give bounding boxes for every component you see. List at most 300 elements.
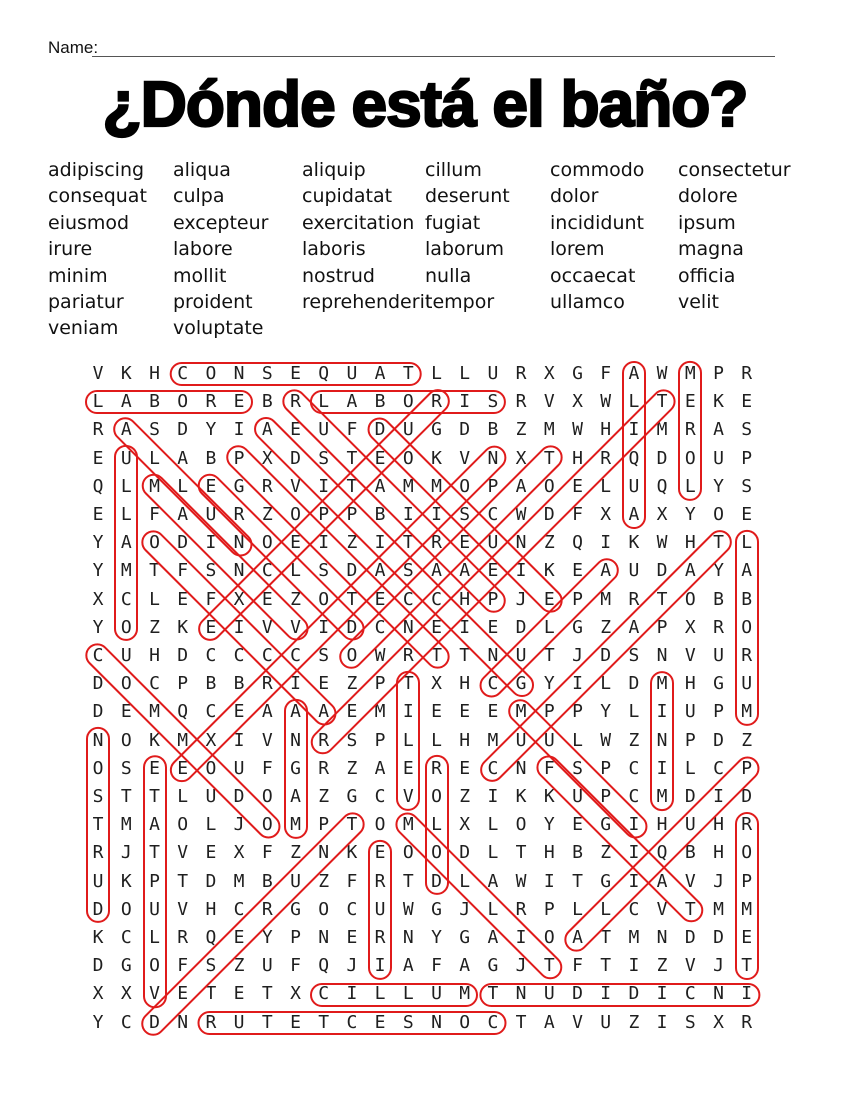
grid-letter: V bbox=[92, 363, 104, 384]
grid-letter: T bbox=[92, 814, 104, 836]
grid-letter: D bbox=[92, 955, 104, 977]
grid-letter: Y bbox=[713, 475, 724, 497]
grid-letter: U bbox=[684, 814, 696, 836]
grid-letter: O bbox=[318, 898, 330, 920]
grid-letter: T bbox=[205, 983, 217, 1005]
grid-letter: W bbox=[600, 729, 612, 751]
grid-letter: Y bbox=[205, 419, 217, 441]
grid-letter: K bbox=[177, 616, 189, 638]
grid-letter: W bbox=[572, 419, 583, 441]
grid-letter: A bbox=[374, 560, 386, 582]
grid-letter: X bbox=[600, 504, 612, 525]
grid-letter: S bbox=[205, 560, 217, 582]
grid-letter: C bbox=[120, 588, 132, 610]
grid-letter: N bbox=[233, 560, 245, 582]
grid-letter: P bbox=[684, 729, 696, 751]
word-bank-column bbox=[48, 157, 147, 342]
grid-letter: A bbox=[656, 870, 668, 892]
grid-letter: N bbox=[656, 927, 668, 948]
word-bank-word: lorem bbox=[550, 238, 605, 261]
grid-letter: O bbox=[402, 842, 414, 864]
grid-letter: C bbox=[684, 983, 696, 1005]
grid-letter: M bbox=[177, 729, 189, 751]
word-bank-word: culpa bbox=[173, 185, 225, 208]
grid-letter: T bbox=[346, 814, 358, 836]
grid-letter: R bbox=[713, 616, 724, 638]
grid-letter: K bbox=[628, 532, 640, 554]
grid-letter: V bbox=[684, 645, 696, 666]
grid-letter: K bbox=[120, 363, 132, 384]
grid-letter: R bbox=[290, 391, 301, 413]
grid-letter: G bbox=[600, 814, 612, 836]
grid-letter: R bbox=[741, 645, 753, 666]
grid-letter: J bbox=[713, 955, 724, 977]
grid-letter: I bbox=[713, 786, 724, 807]
grid-letter: S bbox=[92, 786, 104, 807]
word-bank-word: irure bbox=[48, 238, 93, 261]
grid-letter: X bbox=[92, 588, 104, 610]
grid-letter: O bbox=[431, 786, 442, 807]
grid-letter: L bbox=[431, 363, 442, 384]
grid-letter: F bbox=[572, 955, 583, 977]
grid-letter: O bbox=[177, 391, 189, 413]
grid-letter: M bbox=[149, 475, 160, 497]
grid-letter: J bbox=[120, 842, 132, 864]
word-bank-word: adipiscing bbox=[48, 159, 145, 181]
grid-letter: O bbox=[543, 475, 555, 497]
grid-letter: I bbox=[459, 616, 471, 638]
grid-letter: L bbox=[684, 757, 696, 779]
grid-letter: Z bbox=[149, 616, 160, 638]
grid-letter: P bbox=[233, 447, 245, 469]
grid-letter: L bbox=[120, 504, 132, 525]
grid-letter: M bbox=[120, 814, 132, 836]
grid-letter: U bbox=[431, 983, 442, 1005]
grid-letter: X bbox=[431, 673, 442, 695]
grid-letter: V bbox=[177, 898, 189, 920]
grid-letter: T bbox=[402, 673, 414, 695]
grid-letter: E bbox=[431, 616, 442, 638]
grid-letter: K bbox=[515, 786, 527, 807]
grid-letter: P bbox=[290, 927, 301, 948]
grid-letter: U bbox=[543, 983, 555, 1005]
grid-letter: D bbox=[656, 560, 668, 582]
grid-letter: E bbox=[120, 701, 132, 723]
grid-letter: R bbox=[741, 1011, 753, 1033]
grid-letter: S bbox=[205, 955, 217, 977]
grid-letter: I bbox=[543, 870, 555, 892]
grid-letter: E bbox=[543, 588, 555, 610]
grid-letter: I bbox=[515, 927, 527, 948]
grid-letter: D bbox=[346, 616, 358, 638]
grid-letter: T bbox=[487, 983, 499, 1005]
grid-letter: X bbox=[543, 363, 555, 384]
grid-letter: K bbox=[346, 842, 358, 864]
grid-letter: H bbox=[600, 419, 612, 441]
grid-letter: I bbox=[459, 391, 471, 413]
grid-letter: I bbox=[402, 504, 414, 525]
grid-letter: T bbox=[149, 842, 160, 864]
grid-letter: E bbox=[459, 701, 471, 723]
grid-letter: N bbox=[656, 645, 668, 666]
grid-letter: P bbox=[487, 588, 499, 610]
grid-letter: O bbox=[684, 588, 696, 610]
grid-letter: C bbox=[177, 363, 189, 384]
word-bank-word: ipsum bbox=[678, 211, 736, 234]
grid-letter: F bbox=[177, 560, 189, 582]
grid-letter: Z bbox=[261, 504, 273, 525]
grid-letter: L bbox=[487, 814, 499, 836]
grid-letter: M bbox=[402, 475, 414, 497]
grid-letter: A bbox=[515, 475, 527, 497]
grid-letter: D bbox=[177, 419, 189, 441]
grid-letter: B bbox=[205, 673, 217, 695]
word-bank-word: deserunt bbox=[425, 185, 510, 208]
grid-letter: L bbox=[177, 475, 189, 497]
grid-letter: I bbox=[656, 1011, 668, 1033]
grid-letter: S bbox=[459, 504, 471, 525]
grid-letter: V bbox=[684, 955, 696, 977]
grid-letter: P bbox=[374, 673, 386, 695]
grid-letter: O bbox=[120, 616, 132, 638]
name-label: Name: bbox=[48, 38, 99, 57]
grid-letter: E bbox=[741, 504, 753, 525]
grid-letter: L bbox=[572, 898, 583, 920]
grid-letter: O bbox=[459, 475, 471, 497]
grid-letter: L bbox=[149, 588, 160, 610]
grid-letter: U bbox=[120, 645, 132, 666]
grid-letter: O bbox=[261, 532, 273, 554]
grid-letter: S bbox=[318, 560, 330, 582]
grid-letter: R bbox=[628, 588, 640, 610]
grid-letter: O bbox=[92, 757, 104, 779]
grid-letter: T bbox=[459, 645, 471, 666]
grid-letter: E bbox=[233, 927, 245, 948]
grid-letter: H bbox=[459, 673, 471, 695]
grid-letter: Z bbox=[600, 842, 612, 864]
grid-letter: E bbox=[487, 560, 499, 582]
grid-letter: E bbox=[402, 757, 414, 779]
grid-letter: X bbox=[515, 447, 527, 469]
grid-letter: I bbox=[402, 701, 414, 723]
grid-letter: K bbox=[713, 391, 724, 413]
grid-letter: Y bbox=[713, 560, 724, 582]
grid-letter: P bbox=[713, 363, 724, 384]
grid-letter: N bbox=[515, 757, 527, 779]
grid-letter: G bbox=[487, 955, 499, 977]
grid-letter: D bbox=[459, 419, 471, 441]
grid-letter: Q bbox=[177, 701, 189, 723]
grid-letter: E bbox=[177, 983, 189, 1005]
grid-letter: B bbox=[233, 673, 245, 695]
grid-letter: A bbox=[628, 363, 640, 384]
grid-letter: S bbox=[120, 757, 132, 779]
grid-letter: L bbox=[290, 560, 301, 582]
grid-letter: U bbox=[628, 475, 640, 497]
grid-letter: E bbox=[572, 814, 583, 836]
grid-letter: E bbox=[92, 447, 104, 469]
grid-letter: O bbox=[402, 447, 414, 469]
grid-letter: U bbox=[261, 955, 273, 977]
grid-letter: I bbox=[374, 532, 386, 554]
grid-letter: H bbox=[459, 588, 471, 610]
grid-letter: T bbox=[684, 898, 696, 920]
grid-letter: L bbox=[459, 870, 471, 892]
grid-letter: M bbox=[120, 560, 132, 582]
grid-letter: E bbox=[374, 1011, 386, 1033]
grid-letter: N bbox=[487, 447, 499, 469]
word-bank-word: eiusmod bbox=[48, 211, 130, 234]
grid-letter: H bbox=[684, 532, 696, 554]
grid-letter: P bbox=[543, 898, 555, 920]
grid-letter: E bbox=[741, 391, 753, 413]
grid-letter: L bbox=[684, 475, 696, 497]
grid-letter: R bbox=[318, 729, 330, 751]
grid-letter: Q bbox=[656, 842, 668, 864]
grid-letter: N bbox=[515, 532, 527, 554]
grid-letter: N bbox=[713, 983, 724, 1005]
grid-letter: A bbox=[487, 927, 499, 948]
grid-letter: M bbox=[628, 927, 640, 948]
grid-letter: P bbox=[318, 814, 330, 836]
grid-letter: O bbox=[177, 814, 189, 836]
grid-letter: C bbox=[261, 645, 273, 666]
grid-letter: T bbox=[543, 447, 555, 469]
grid-letter: D bbox=[374, 419, 386, 441]
grid-letter: T bbox=[515, 842, 527, 864]
grid-letter: K bbox=[543, 786, 555, 807]
word-bank-word: incididunt bbox=[550, 211, 644, 234]
grid-letter: N bbox=[402, 927, 414, 948]
grid-letter: V bbox=[572, 1011, 583, 1033]
grid-letter: U bbox=[120, 447, 132, 469]
grid-letter: C bbox=[431, 588, 442, 610]
grid-letter: D bbox=[149, 1011, 160, 1033]
grid-letter: L bbox=[600, 475, 612, 497]
grid-letter: T bbox=[431, 645, 442, 666]
grid-letter: R bbox=[402, 645, 414, 666]
grid-letter: M bbox=[656, 419, 668, 441]
grid-letter: L bbox=[205, 814, 217, 836]
grid-letter: D bbox=[233, 786, 245, 807]
grid-letter: Q bbox=[92, 475, 104, 497]
grid-letter: C bbox=[233, 645, 245, 666]
grid-letter: N bbox=[318, 927, 330, 948]
grid-letter: A bbox=[459, 955, 471, 977]
word-bank-column bbox=[302, 157, 432, 315]
grid-letter: R bbox=[374, 927, 386, 948]
grid-letter: C bbox=[346, 1011, 358, 1033]
grid-letter: F bbox=[431, 955, 442, 977]
word-bank-column bbox=[550, 157, 644, 315]
grid-letter: E bbox=[374, 588, 386, 610]
grid-letter: R bbox=[261, 898, 273, 920]
grid-letter: X bbox=[290, 983, 301, 1005]
grid-letter: E bbox=[290, 532, 301, 554]
grid-letter: U bbox=[402, 419, 414, 441]
grid-letter: R bbox=[431, 757, 442, 779]
grid-letter: E bbox=[572, 475, 583, 497]
grid-letter: C bbox=[487, 673, 499, 695]
grid-letter: K bbox=[120, 870, 132, 892]
grid-letter: O bbox=[459, 1011, 471, 1033]
grid-letter: H bbox=[149, 363, 160, 384]
grid-letter: R bbox=[431, 391, 442, 413]
word-bank-word: dolore bbox=[678, 185, 738, 208]
grid-letter: U bbox=[515, 645, 527, 666]
grid-letter: O bbox=[741, 616, 753, 638]
grid-letter: O bbox=[205, 757, 217, 779]
grid-letter: T bbox=[741, 955, 753, 977]
grid-letter: T bbox=[149, 560, 160, 582]
word-bank-word: consequat bbox=[48, 185, 147, 208]
grid-letter: S bbox=[346, 729, 358, 751]
grid-letter: O bbox=[318, 588, 330, 610]
grid-letter: A bbox=[402, 955, 414, 977]
grid-letter: P bbox=[600, 786, 612, 807]
grid-letter: L bbox=[487, 842, 499, 864]
grid-letter: L bbox=[402, 983, 414, 1005]
word-bank-word: occaecat bbox=[550, 264, 636, 287]
grid-letter: H bbox=[149, 645, 160, 666]
grid-letter: R bbox=[515, 391, 527, 413]
grid-letter: R bbox=[177, 927, 189, 948]
grid-letter: U bbox=[487, 532, 499, 554]
grid-letter: L bbox=[741, 532, 753, 554]
grid-letter: F bbox=[346, 419, 358, 441]
grid-letter: J bbox=[713, 870, 724, 892]
grid-letter: Q bbox=[572, 532, 583, 554]
grid-letter: A bbox=[346, 391, 358, 413]
grid-letter: R bbox=[374, 870, 386, 892]
grid-letter: T bbox=[543, 645, 555, 666]
grid-letter: C bbox=[628, 757, 640, 779]
grid-letter: X bbox=[120, 983, 132, 1005]
grid-letter: T bbox=[656, 391, 668, 413]
grid-letter: U bbox=[713, 447, 724, 469]
grid-letter: D bbox=[741, 786, 753, 807]
grid-letter: Z bbox=[628, 1011, 640, 1033]
grid-letter: C bbox=[92, 645, 104, 666]
grid-letter: Z bbox=[459, 786, 471, 807]
grid-letter: T bbox=[120, 786, 132, 807]
grid-letter: C bbox=[261, 560, 273, 582]
word-bank-column bbox=[173, 157, 268, 342]
grid-letter: V bbox=[261, 616, 273, 638]
grid-letter: M bbox=[459, 983, 471, 1005]
grid-letter: M bbox=[149, 701, 160, 723]
grid-letter: G bbox=[572, 616, 583, 638]
grid-letter: T bbox=[713, 532, 724, 554]
word-bank-word: aliquip bbox=[302, 159, 366, 181]
grid-letter: Q bbox=[205, 927, 217, 948]
grid-letter: Z bbox=[515, 419, 527, 441]
grid-letter: A bbox=[543, 1011, 555, 1033]
grid-letter: A bbox=[290, 786, 301, 807]
grid-letter: M bbox=[656, 673, 668, 695]
grid-letter: U bbox=[346, 363, 358, 384]
grid-letter: E bbox=[261, 588, 273, 610]
grid-letter: Z bbox=[600, 616, 612, 638]
grid-letter: V bbox=[459, 447, 471, 469]
grid-letter: N bbox=[92, 729, 104, 751]
grid-letter: B bbox=[374, 504, 386, 525]
grid-letter: R bbox=[261, 673, 273, 695]
grid-letter: R bbox=[684, 419, 696, 441]
grid-letter: T bbox=[656, 588, 668, 610]
grid-letter: B bbox=[684, 842, 696, 864]
grid-letter: S bbox=[741, 475, 753, 497]
grid-letter: I bbox=[628, 814, 640, 836]
grid-letter: S bbox=[318, 645, 330, 666]
grid-letter: K bbox=[543, 560, 555, 582]
grid-letter: I bbox=[290, 673, 301, 695]
grid-letter: Z bbox=[346, 673, 358, 695]
word-bank-word: magna bbox=[678, 238, 744, 261]
grid-letter: L bbox=[459, 363, 471, 384]
grid-letter: S bbox=[487, 391, 499, 413]
grid-letter: R bbox=[741, 363, 753, 384]
word-bank-word: consectetur bbox=[678, 159, 791, 181]
grid-letter: R bbox=[515, 898, 527, 920]
grid-letter: L bbox=[402, 729, 414, 751]
grid-letter: D bbox=[431, 870, 442, 892]
grid-letter: O bbox=[149, 532, 160, 554]
grid-letter: E bbox=[92, 504, 104, 525]
grid-letter: E bbox=[290, 363, 301, 384]
grid-letter: R bbox=[431, 532, 442, 554]
grid-letter: X bbox=[459, 814, 471, 836]
grid-letter: U bbox=[628, 560, 640, 582]
grid-letter: O bbox=[515, 814, 527, 836]
grid-letter: A bbox=[741, 560, 753, 582]
grid-letter: A bbox=[684, 560, 696, 582]
grid-letter: R bbox=[92, 842, 104, 864]
grid-letter: F bbox=[543, 757, 555, 779]
grid-letter: A bbox=[318, 701, 330, 723]
grid-letter: U bbox=[233, 757, 245, 779]
grid-letter: I bbox=[656, 701, 668, 723]
grid-letter: U bbox=[572, 786, 583, 807]
grid-letter: F bbox=[261, 842, 273, 864]
grid-letter: T bbox=[149, 786, 160, 807]
grid-letter: P bbox=[318, 504, 330, 525]
word-bank-word: exercitation bbox=[302, 211, 415, 234]
grid-letter: X bbox=[205, 729, 217, 751]
grid-letter: E bbox=[205, 616, 217, 638]
grid-letter: S bbox=[261, 363, 273, 384]
grid-letter: S bbox=[149, 419, 160, 441]
grid-letter: T bbox=[318, 1011, 330, 1033]
grid-letter: X bbox=[233, 588, 245, 610]
grid-letter: I bbox=[515, 560, 527, 582]
word-bank bbox=[0, 157, 850, 347]
grid-letter: L bbox=[149, 447, 160, 469]
grid-letter: P bbox=[656, 616, 668, 638]
grid-letter: D bbox=[600, 645, 612, 666]
grid-letter: O bbox=[374, 814, 386, 836]
grid-letter: O bbox=[543, 927, 555, 948]
grid-letter: B bbox=[572, 842, 583, 864]
grid-letter: I bbox=[233, 419, 245, 441]
word-bank-word: cillum bbox=[425, 159, 482, 181]
grid-letter: R bbox=[205, 391, 217, 413]
word-bank-word: laboris bbox=[302, 238, 366, 261]
grid-letter: X bbox=[572, 391, 583, 413]
word-bank-word: nostrud bbox=[302, 264, 375, 287]
grid-letter: C bbox=[402, 588, 414, 610]
grid-letter: K bbox=[149, 729, 160, 751]
